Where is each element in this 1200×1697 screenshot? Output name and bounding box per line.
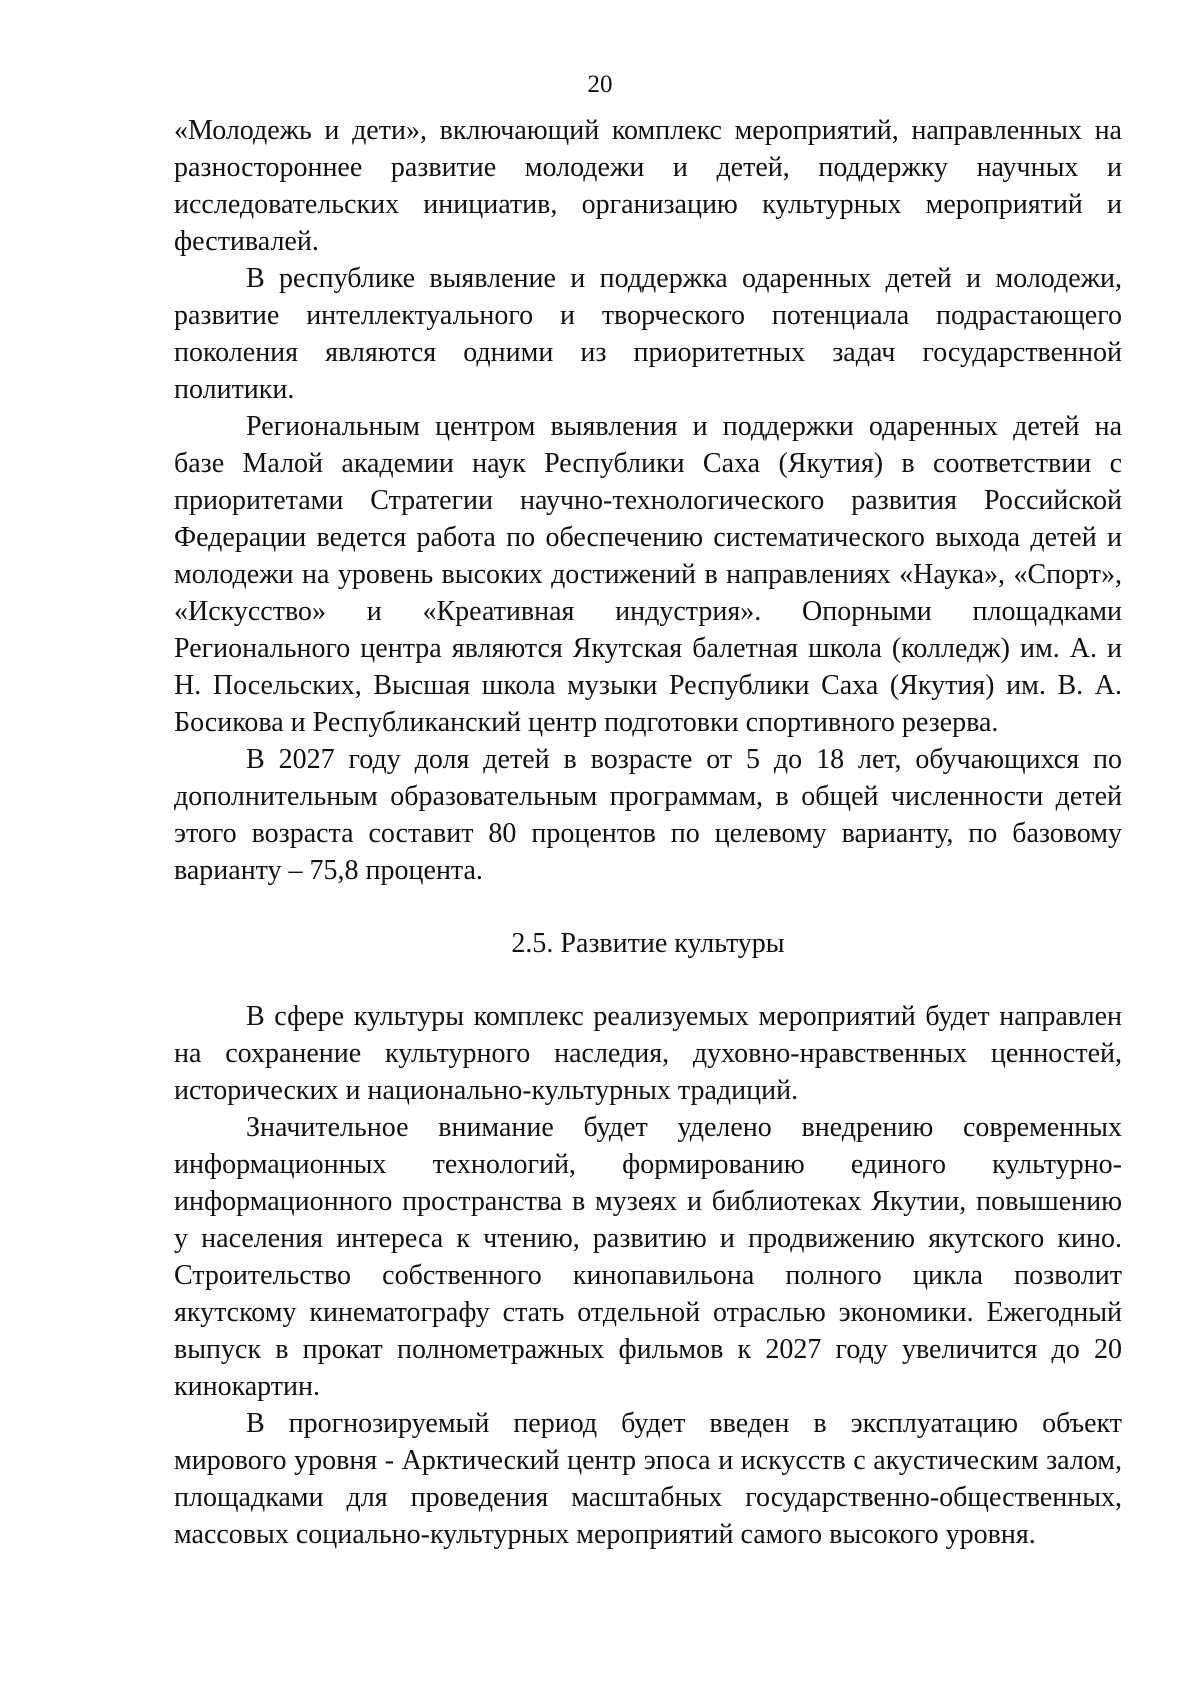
paragraph: Региональным центром выявления и поддержки одаренных детей на базе Малой академии наук Республики Саха (Якутия) в соответствии с приоритетами Стратегии научно-технологического развития Российской Федерации ведется работа по обеспечению систематического выхода детей и молодежи на уровень высоких достижений в направлениях «Наука», «Спорт», «Искусство» и «Креативная индустрия». Опорными площадками Регионального центра являются Якутская балетная школа (колледж) им. А. и Н. Посельских, Высшая школа музыки Республики Саха (Якутия) им. В. А. Босикова и Республиканский центр подготовки спортивного резерва.: [174, 411, 1122, 738]
paragraph: В 2027 году доля детей в возрасте от 5 до 18 лет, обучающихся по дополнительным образовательным программам, в общей численности детей этого возраста составит 80 процентов по целевому варианту, по базовому варианту – 75,8 процента.: [174, 744, 1122, 886]
paragraph-continuation: «Молодежь и дети», включающий комплекс мероприятий, направленных на разностороннее развитие молодежи и детей, поддержку научных и исследовательских инициатив, организацию культурных мероприятий и фестивалей.: [174, 115, 1122, 257]
paragraph: В прогнозируемый период будет введен в эксплуатацию объект мирового уровня - Арктический центр эпоса и искусств с акустическим залом, площадками для проведения масштабных государственно-общественных, массовых социально-культурных мероприятий самого высокого уровня.: [174, 1408, 1122, 1550]
page-number: 20: [587, 71, 613, 98]
section-heading: 2.5. Развитие культуры: [511, 928, 785, 959]
paragraph: Значительное внимание будет уделено внедрению современных информационных технологий, формированию единого культурно-информационного пространства в музеях и библиотеках Якутии, повышению у населения интереса к чтению, развитию и продвижению якутского кино. Строительство собственного кинопавильона полного цикла позволит якутскому кинематографу стать отдельной отраслью экономики. Ежегодный выпуск в прокат полнометражных фильмов к 2027 году увеличится до 20 кинокартин.: [174, 1112, 1122, 1402]
paragraph: В сфере культуры комплекс реализуемых мероприятий будет направлен на сохранение культурного наследия, духовно-нравственных ценностей, исторических и национально-культурных традиций.: [174, 1001, 1122, 1106]
paragraph: В республике выявление и поддержка одаренных детей и молодежи, развитие интеллектуального и творческого потенциала подрастающего поколения являются одними из приоритетных задач государственной политики.: [174, 263, 1122, 405]
document-body: [174, 112, 1122, 1553]
